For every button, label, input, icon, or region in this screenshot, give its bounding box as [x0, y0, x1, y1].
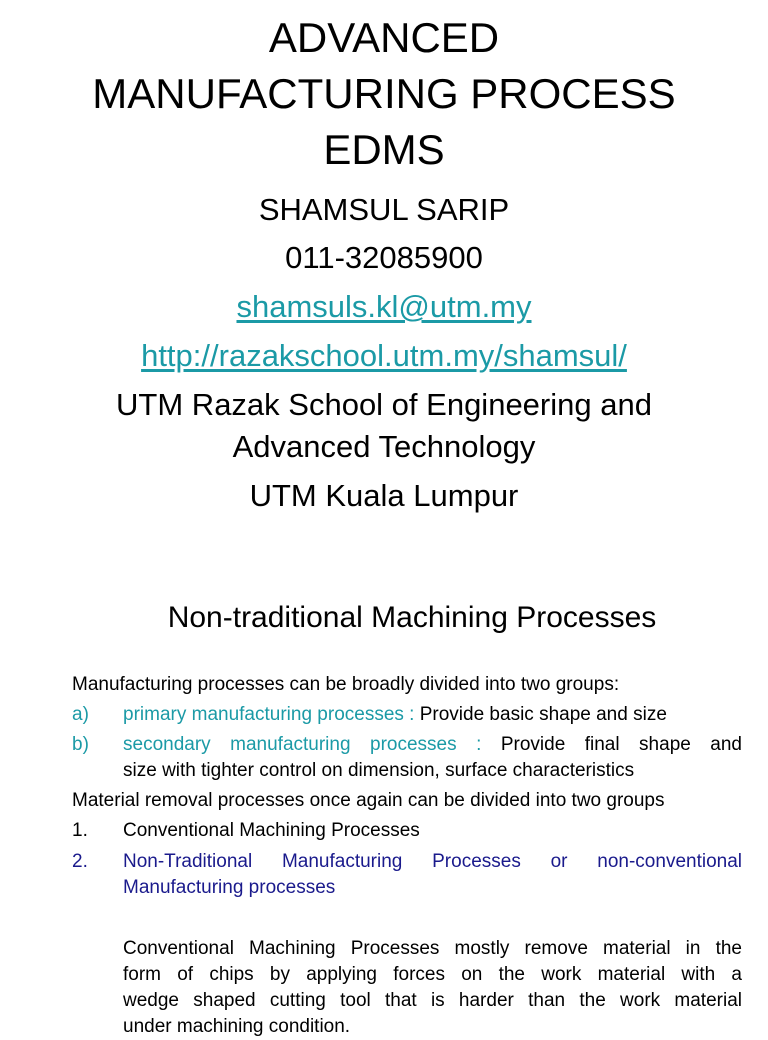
group-label: primary manufacturing processes : [123, 704, 415, 725]
group-marker: b) [72, 734, 89, 755]
removal-marker: 2. [72, 851, 88, 872]
email-link[interactable]: shamsuls.kl@utm.my [236, 289, 532, 324]
title-line-3: EDMS [323, 126, 445, 173]
title-line-2: MANUFACTURING PROCESS [92, 70, 676, 117]
section-heading: Non-traditional Machining Processes [167, 601, 657, 634]
paragraph-line: Conventional Machining Processes mostly remove material in the [123, 938, 742, 959]
email-link-row [0, 287, 768, 327]
removal-text-cont: Manufacturing processes [123, 877, 336, 898]
group-text [123, 702, 667, 727]
group-desc-cont: size with tighter control on dimension, surface characteristics [123, 760, 635, 781]
group-desc: Provide final shape and [500, 734, 743, 755]
url-link-row [0, 336, 768, 376]
school-line-2: Advanced Technology [232, 429, 536, 464]
group-text [123, 732, 742, 757]
removal-text: Non-Traditional Manufacturing Processes or non-conventional [123, 851, 742, 872]
author-name: SHAMSUL SARIP [258, 192, 510, 227]
website-link[interactable]: http://razakschool.utm.my/shamsul/ [141, 338, 627, 373]
paragraph-line: form of chips by applying forces on the work material with a [123, 964, 742, 985]
paragraph-line: wedge shaped cutting tool that is harder than the work material [123, 990, 742, 1011]
campus-name: UTM Kuala Lumpur [249, 478, 519, 513]
removal-intro: Material removal processes once again can be divided into two groups [72, 790, 665, 811]
removal-marker: 1. [72, 820, 88, 841]
group-desc: Provide basic shape and size [419, 704, 667, 725]
conventional-paragraph [123, 936, 742, 1040]
paragraph-line: under machining condition. [123, 1016, 351, 1037]
school-line-1: UTM Razak School of Engineering and [116, 387, 652, 422]
intro-text: Manufacturing processes can be broadly divided into two groups: [72, 674, 620, 695]
removal-text: Conventional Machining Processes [123, 820, 420, 841]
group-marker: a) [72, 704, 89, 725]
group-label: secondary manufacturing processes : [123, 734, 482, 755]
title-line-1: ADVANCED [268, 14, 500, 61]
phone-number: 011-32085900 [285, 240, 483, 275]
